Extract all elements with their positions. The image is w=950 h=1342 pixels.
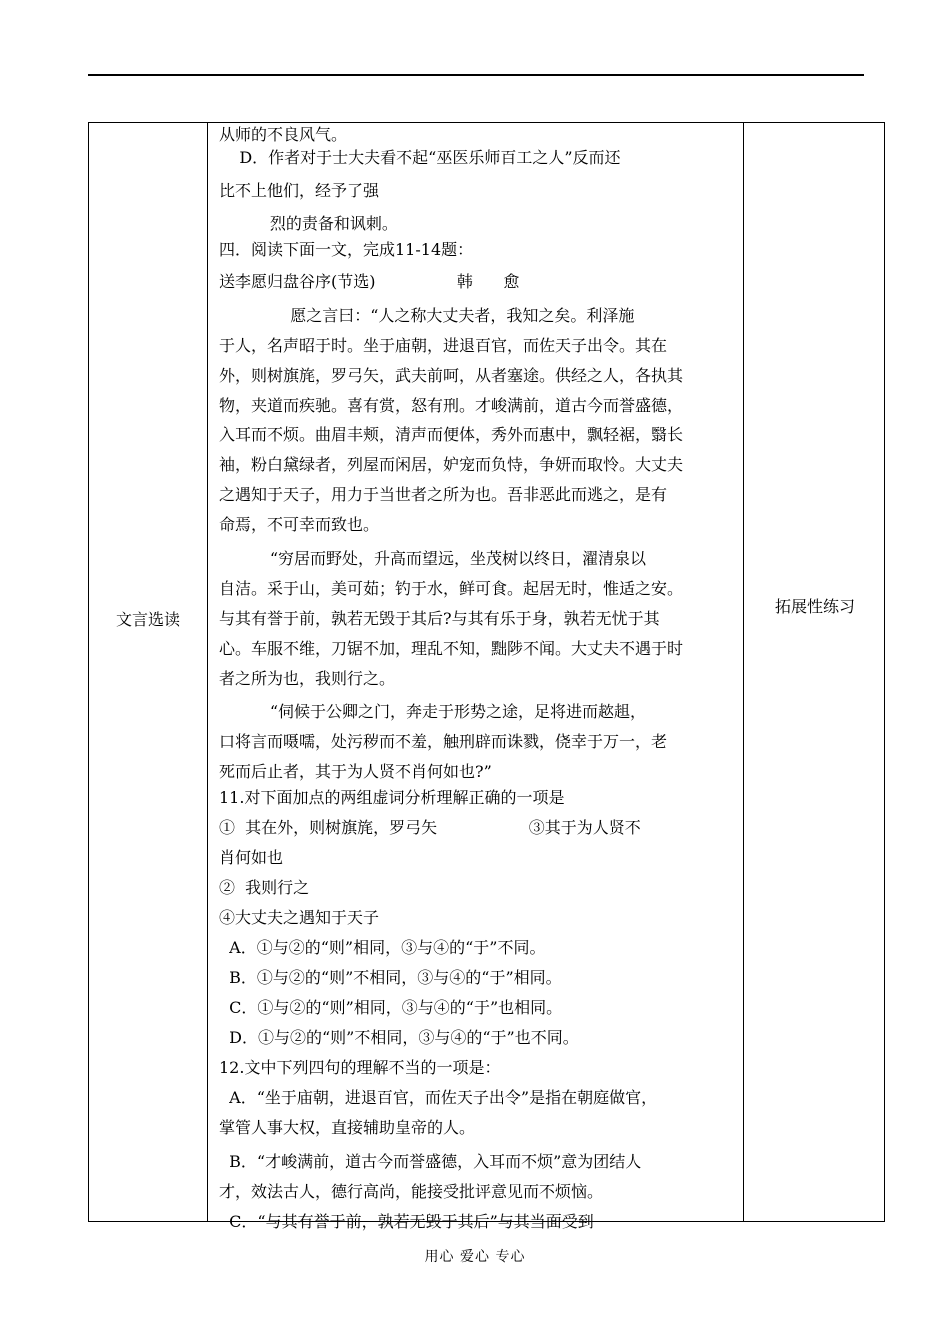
text-line: ① 其在外，则树旗旄，罗弓矢 ③其于为人贤不 [219,818,641,837]
column-divider-right [743,123,744,1221]
text-line: “伺候于公卿之门，奔走于形势之途，足将进而趑趄， [219,702,647,721]
text-line: 与其有誉于前，孰若无毁于其后?与其有乐于身，孰若无忧于其 [219,609,660,628]
text-line: B．“才峻满前，道古今而誉盛德，入耳而不烦”意为团结人 [219,1152,642,1171]
text-line: C．①与②的“则”相同，③与④的“于”也相同。 [219,998,563,1017]
text-line: 11.对下面加点的两组虚词分析理解正确的一项是 [219,788,565,807]
text-line: 心。车服不维，刀锯不加，理乱不知，黜陟不闻。大丈夫不遇于时 [219,639,684,658]
text-line: A．“坐于庙朝，进退百官，而佐天子出令”是指在朝庭做官， [219,1088,658,1107]
text-line: 送李愿归盘谷序(节选) 韩 愈 [219,272,520,291]
text-line: 12.文中下列四句的理解不当的一项是： [219,1058,501,1077]
text-line: ② 我则行之 [219,878,310,897]
text-line: C．“与其有誉于前，孰若无毁于其后”与其当面受到 [219,1212,594,1231]
text-line: 自洁。采于山，美可茹；钓于水，鲜可食。起居无时，惟适之安。 [219,579,684,598]
exercise-table [88,122,885,1231]
text-line: 烈的责备和讽刺。 [219,214,398,233]
text-line: 命焉，不可幸而致也。 [219,515,380,534]
text-line: 掌管人事大权，直接辅助皇帝的人。 [219,1118,476,1137]
text-line: 肖何如也 [219,848,284,867]
text-line: D．作者对于士大夫看不起“巫医乐师百工之人”反而还 [219,148,621,167]
text-line: 外，则树旗旄，罗弓矢，武夫前呵，从者塞途。供经之人，各执其 [219,366,684,385]
header-rule [88,74,864,76]
text-line: 愿之言曰：“人之称大丈夫者，我知之矣。利泽施 [219,306,635,325]
text-line: B．①与②的“则”不相同，③与④的“于”相同。 [219,968,562,987]
text-line: 死而后止者，其于为人贤不肖何如也?” [219,762,492,781]
text-line: 四．阅读下面一文，完成11-14题： [219,240,474,259]
section-label: 文言选读 [115,610,180,629]
text-line: D．①与②的“则”不相同，③与④的“于”也不同。 [219,1028,579,1047]
text-line: 于人，名声昭于时。坐于庙朝，进退百官，而佐天子出令。其在 [219,336,668,355]
exercise-type-label: 拓展性练习 [774,597,855,616]
text-line: A．①与②的“则”相同，③与④的“于”不同。 [219,938,546,957]
text-line: 入耳而不烦。曲眉丰颊，清声而便体，秀外而惠中，飘轻裾，翳长 [219,425,684,444]
text-line: 者之所为也，我则行之。 [219,669,396,688]
text-line: “穷居而野处，升高而望远，坐茂树以终日，濯清泉以 [219,549,647,568]
text-line: 物，夹道而疾驰。喜有赏，怒有刑。才峻满前，道古今而誉盛德， [219,396,684,415]
text-line: 口将言而嗫嚅，处污秽而不羞，触刑辟而诛戮，侥幸于万一，老 [219,732,668,751]
text-line: 从师的不良风气。 [219,125,348,144]
page-footer: 用心 爱心 专心 [424,1249,526,1265]
text-line: 袖，粉白黛绿者，列屋而闲居，妒宠而负恃，争妍而取怜。大丈夫 [219,455,684,474]
text-line: 之遇知于天子，用力于当世者之所为也。吾非恶此而逃之，是有 [219,485,668,504]
column-divider-left [207,123,208,1221]
text-line: 才，效法古人，德行高尚，能接受批评意见而不烦恼。 [219,1182,604,1201]
text-line: 比不上他们，经予了强 [219,181,380,200]
text-line: ④大丈夫之遇知于天子 [219,908,380,927]
